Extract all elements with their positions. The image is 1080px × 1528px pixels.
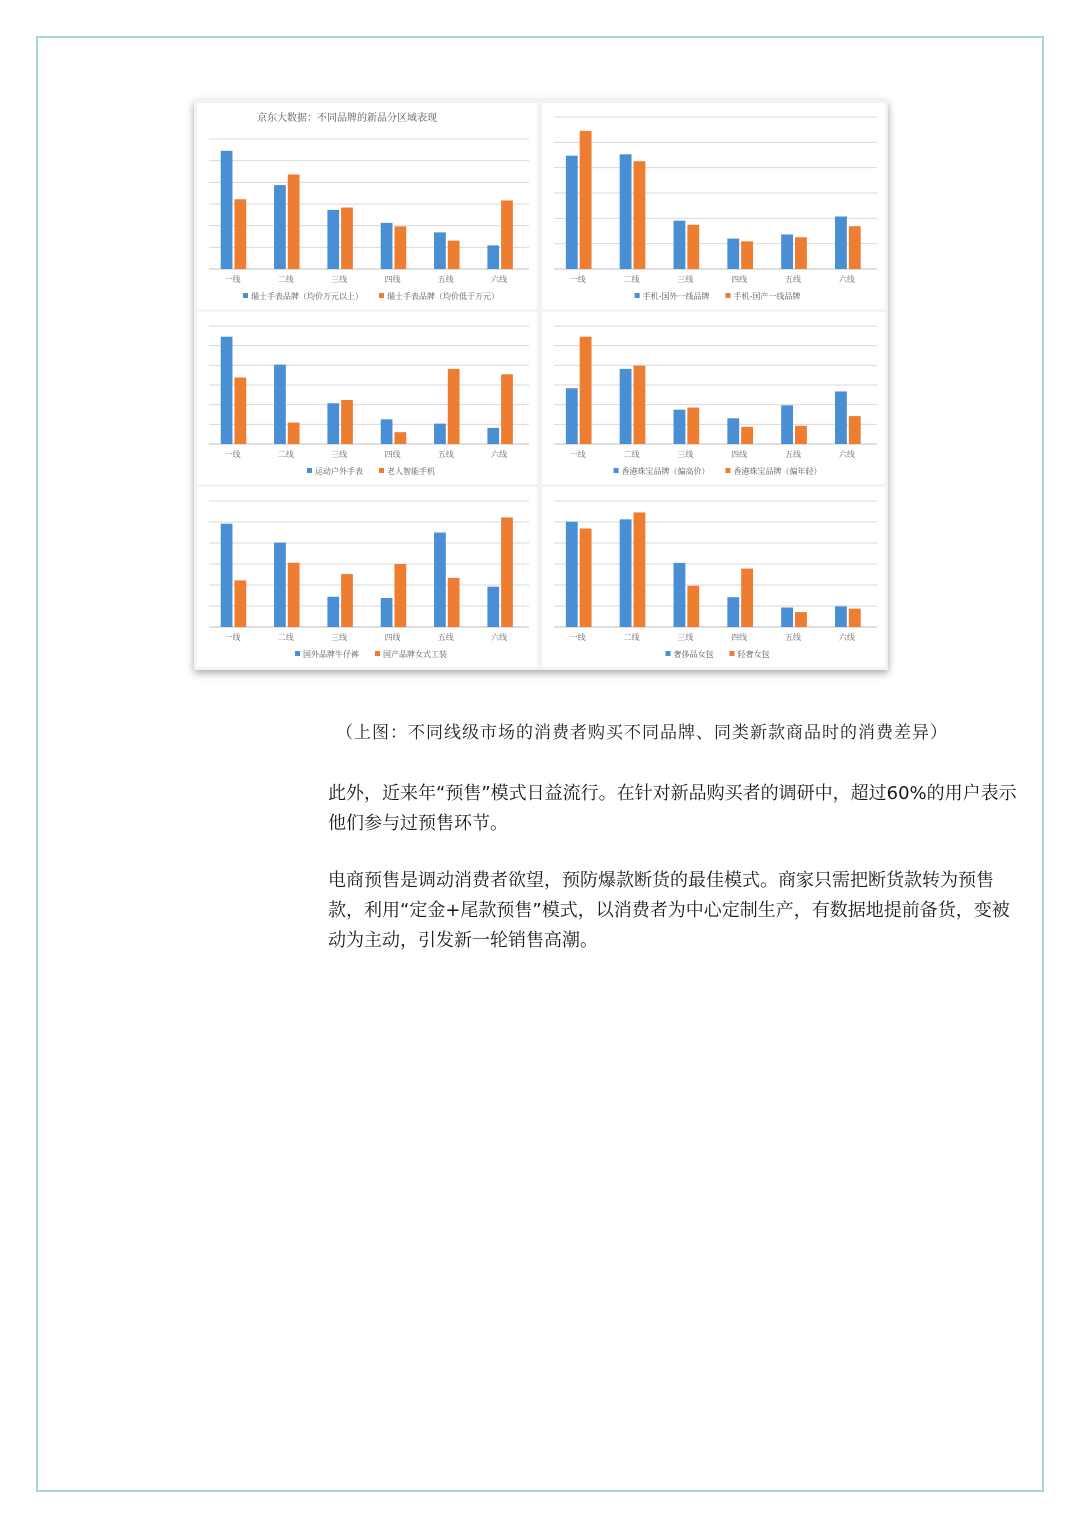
x-tick-label: 六线: [838, 275, 855, 284]
x-tick-label: 一线: [569, 275, 586, 284]
x-tick-label: 一线: [569, 633, 586, 642]
legend-swatch: [375, 651, 380, 656]
bar-series1: [674, 410, 686, 444]
bar-series2: [501, 200, 513, 269]
bar-series2: [501, 374, 513, 444]
bar-series2: [634, 366, 646, 444]
x-tick-label: 四线: [384, 450, 401, 459]
bar-series1: [274, 543, 286, 627]
chart-svg-phones: [542, 103, 885, 309]
chart-svg-outdoor-elderly: [197, 312, 537, 484]
bar-series2: [795, 426, 807, 444]
bar-series1: [727, 597, 739, 627]
bar-series1: [434, 232, 446, 269]
legend-swatch: [379, 293, 384, 298]
bar-series2: [580, 337, 592, 444]
bar-series2: [849, 226, 861, 269]
chart-figure: [194, 100, 888, 670]
chart-panel-jewelry: [542, 312, 885, 484]
legend-swatch: [614, 468, 619, 473]
bar-series1: [781, 405, 793, 444]
bar-series2: [394, 432, 406, 444]
bar-series1: [487, 428, 499, 444]
bar-series2: [234, 580, 246, 627]
x-tick-label: 二线: [277, 633, 294, 642]
bar-series1: [487, 587, 499, 627]
x-tick-label: 三线: [677, 450, 694, 459]
bar-series1: [221, 151, 233, 269]
bar-series1: [566, 388, 578, 444]
legend-label: 老人智能手机: [387, 467, 435, 476]
legend-label: 瑞士手表品牌（均价万元以上）: [251, 292, 363, 301]
legend-swatch: [243, 293, 248, 298]
x-tick-label: 四线: [731, 633, 748, 642]
legend-swatch: [295, 651, 300, 656]
legend: [635, 291, 801, 301]
x-tick-label: 六线: [838, 450, 855, 459]
x-tick-label: 六线: [491, 633, 508, 642]
x-tick-label: 四线: [731, 450, 748, 459]
x-tick-label: 三线: [331, 275, 348, 284]
legend: [307, 466, 435, 476]
legend: [666, 649, 770, 659]
bar-series2: [234, 199, 246, 269]
chart-title: 京东大数据：不同品牌的新品分区域表现: [257, 113, 437, 124]
x-tick-label: 四线: [731, 275, 748, 284]
bar-series1: [835, 391, 847, 444]
legend-swatch: [726, 468, 731, 473]
bar-series2: [687, 225, 699, 269]
bar-series2: [448, 578, 460, 627]
legend-label: 国外品牌牛仔裤: [303, 650, 359, 659]
bar-series1: [381, 598, 393, 627]
bar-series2: [234, 377, 246, 444]
bar-series1: [781, 608, 793, 627]
legend: [614, 466, 822, 476]
bar-series1: [487, 245, 499, 269]
x-tick-label: 一线: [569, 450, 586, 459]
legend-label: 香港珠宝品牌（偏高价）: [621, 467, 710, 476]
x-tick-label: 五线: [437, 633, 454, 642]
bar-series2: [580, 528, 592, 627]
legend-label: 轻奢女包: [737, 650, 770, 659]
bar-series1: [835, 606, 847, 627]
x-tick-label: 二线: [623, 450, 640, 459]
legend-label: 手机-国外一线品牌: [642, 292, 710, 301]
bar-series2: [394, 226, 406, 269]
legend-swatch: [307, 468, 312, 473]
bar-series1: [727, 239, 739, 269]
legend-swatch: [730, 651, 735, 656]
bar-series2: [741, 569, 753, 627]
legend: [243, 291, 499, 301]
bar-series2: [448, 241, 460, 269]
bar-series1: [674, 563, 686, 627]
legend-swatch: [666, 651, 671, 656]
chart-svg-jewelry: [542, 312, 885, 484]
bar-series2: [580, 131, 592, 269]
bar-series2: [448, 369, 460, 444]
legend-label: 国产品牌女式工装: [383, 650, 447, 659]
bar-series1: [674, 221, 686, 269]
bar-series2: [741, 241, 753, 269]
x-tick-label: 五线: [437, 275, 454, 284]
chart-svg-handbags: [542, 487, 885, 667]
bar-series1: [835, 216, 847, 269]
bar-series1: [620, 519, 632, 627]
bar-series2: [741, 427, 753, 444]
x-tick-label: 五线: [785, 633, 802, 642]
bar-series1: [620, 154, 632, 269]
paragraph-presale-trend: 此外，近来年“预售”模式日益流行。在针对新品购买者的调研中，超过60%的用户表示他们参与过预售环节。: [328, 783, 1017, 834]
chart-svg-apparel: [197, 487, 537, 667]
bar-series1: [327, 597, 339, 627]
chart-svg-watches: [197, 103, 537, 309]
bar-series1: [566, 156, 578, 269]
x-tick-label: 六线: [838, 633, 855, 642]
bar-series1: [620, 369, 632, 444]
x-tick-label: 四线: [384, 275, 401, 284]
bar-series2: [288, 563, 300, 627]
bar-series1: [221, 337, 233, 444]
bar-series1: [434, 533, 446, 628]
legend-label: 手机-国产一线品牌: [733, 292, 801, 301]
bar-series2: [849, 416, 861, 444]
bar-series2: [288, 174, 300, 269]
legend: [295, 649, 447, 659]
bar-series2: [501, 517, 513, 627]
x-tick-label: 二线: [277, 275, 294, 284]
x-tick-label: 一线: [224, 633, 241, 642]
x-tick-label: 三线: [331, 450, 348, 459]
legend-swatch: [635, 293, 640, 298]
bar-series2: [341, 574, 353, 627]
bar-series2: [795, 612, 807, 627]
legend-label: 运动户外手表: [315, 467, 363, 476]
x-tick-label: 六线: [491, 275, 508, 284]
bar-series1: [327, 403, 339, 444]
bar-series1: [274, 185, 286, 269]
legend-label: 香港珠宝品牌（偏年轻）: [733, 467, 822, 476]
x-tick-label: 一线: [224, 450, 241, 459]
bar-series1: [727, 418, 739, 444]
x-tick-label: 三线: [331, 633, 348, 642]
x-tick-label: 六线: [491, 450, 508, 459]
bar-series1: [434, 424, 446, 444]
x-tick-label: 三线: [677, 633, 694, 642]
x-tick-label: 三线: [677, 275, 694, 284]
x-tick-label: 二线: [277, 450, 294, 459]
bar-series2: [634, 512, 646, 627]
bar-series2: [394, 564, 406, 627]
chart-panel-outdoor-elderly: [197, 312, 537, 484]
legend-label: 奢侈品女包: [673, 650, 714, 659]
bar-series1: [327, 210, 339, 269]
bar-series1: [566, 522, 578, 627]
bar-series1: [274, 365, 286, 444]
bar-series2: [849, 609, 861, 627]
legend-swatch: [726, 293, 731, 298]
bar-series1: [381, 419, 393, 444]
paragraph-presale-model: 电商预售是调动消费者欲望，预防爆款断货的最佳模式。商家只需把断货款转为预售款，利用“定金+尾款预售”模式，以消费者为中心定制生产，有数据地提前备货，变被动为主动，引发新一轮销售高潮。: [328, 870, 1010, 951]
x-tick-label: 五线: [437, 450, 454, 459]
bar-series1: [221, 524, 233, 627]
x-tick-label: 五线: [785, 275, 802, 284]
x-tick-label: 二线: [623, 275, 640, 284]
bar-series2: [795, 237, 807, 269]
bar-series2: [341, 208, 353, 269]
chart-panel-watches: [197, 103, 537, 309]
bar-series2: [634, 161, 646, 269]
bar-series2: [341, 400, 353, 444]
chart-panel-phones: [542, 103, 885, 309]
figure-caption: （上图：不同线级市场的消费者购买不同品牌、同类新款商品时的消费差异）: [336, 723, 948, 743]
x-tick-label: 五线: [785, 450, 802, 459]
bar-series1: [781, 234, 793, 269]
bar-series2: [288, 423, 300, 444]
chart-panel-handbags: [542, 487, 885, 667]
bar-series1: [381, 223, 393, 269]
chart-panel-apparel: [197, 487, 537, 667]
legend-swatch: [379, 468, 384, 473]
x-tick-label: 二线: [623, 633, 640, 642]
x-tick-label: 四线: [384, 633, 401, 642]
bar-series2: [687, 586, 699, 627]
x-tick-label: 一线: [224, 275, 241, 284]
bar-series2: [687, 408, 699, 444]
legend-label: 瑞士手表品牌（均价低于万元）: [387, 292, 499, 301]
